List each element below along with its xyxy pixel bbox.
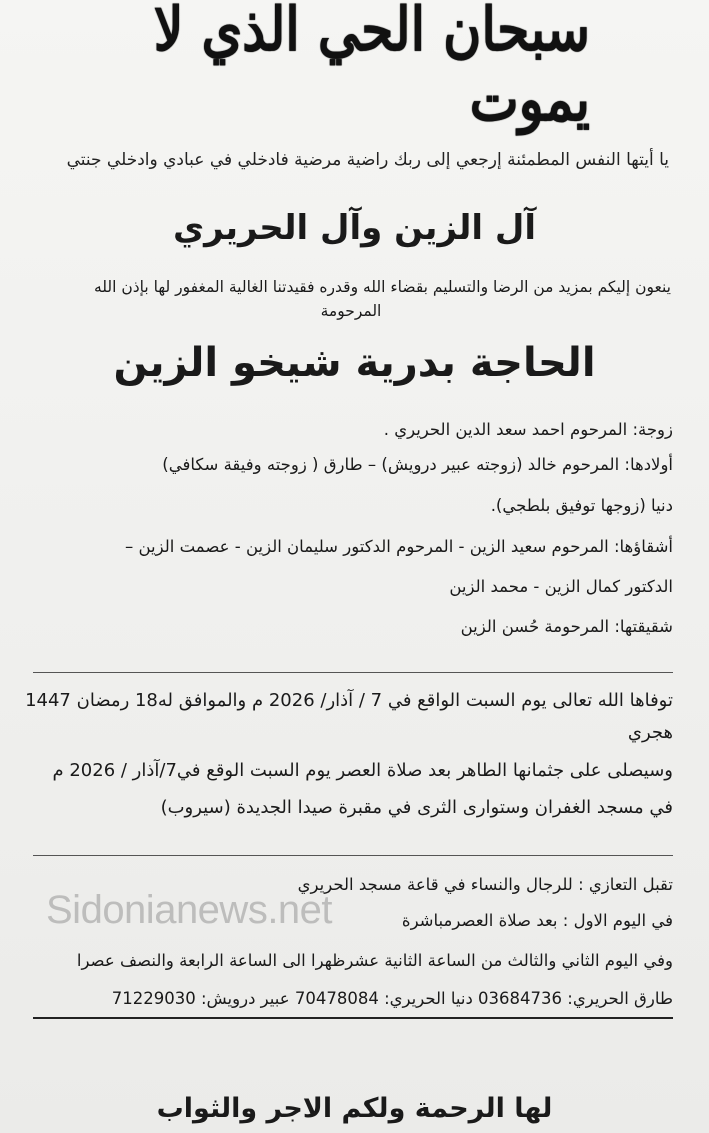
condolences-days-two-three: وفي اليوم الثاني والثالث من الساعة الثانية عشرظهرا الى الساعة الرابعة والنصف عصرا [76,951,673,970]
family-line-sister: شقيقتها: المرحومة حُسن الزين [460,617,673,636]
divider-3 [33,1017,673,1019]
announcement-line-1: ينعون إليكم بمزيد من الرضا والتسليم بقضاء الله وقدره فقيدتنا الغالية المغفور لها بإذن الله [93,278,671,296]
families-title: آل الزين وآل الحريري [172,208,537,248]
header-calligraphy: سبحان الحي الذي لا يموت [153,0,590,136]
divider-2 [33,855,673,856]
deceased-name: الحاجة بدرية شيخو الزين [113,340,596,386]
death-line-1: توفاها الله تعالى يوم السبت الواقع في 7 / آذار/ 2026 م والموافق له18 رمضان 1447 [25,690,673,711]
death-line-2: هجري [627,722,673,743]
family-line-brothers: أشقاؤها: المرحوم سعيد الزين - المرحوم الدكتور سليمان الزين - عصمت الزين – [125,537,673,556]
condolences-location: تقبل التعازي : للرجال والنساء في قاعة مسجد الحريري [297,875,673,894]
funeral-prayer-line: وسيصلى على جثمانها الطاهر بعد صلاة العصر يوم السبت الوقع في7/آذار / 2026 م [52,760,673,781]
burial-line: في مسجد الغفران وستوارى الثرى في مقبرة صيدا الجديدة (سيروب) [160,797,673,818]
family-line-daughter: دنيا (زوجها توفيق بلطجي). [490,496,673,515]
quran-verse: يا أيتها النفس المطمئنة إرجعي إلى ربك راضية مرضية فادخلي في عبادي وادخلي جنتي [66,150,669,170]
announcement [31,275,671,323]
condolences-day-one: في اليوم الاول : بعد صلاة العصرمباشرة [401,911,673,930]
family-line-husband: زوجة: المرحوم احمد سعد الدين الحريري . [383,420,673,439]
watermark-text: Sidonianews.net [46,888,333,932]
contact-phones: طارق الحريري: 03684736 دنيا الحريري: 70478084 عبير درويش: 71229030 [111,989,673,1008]
closing-line: لها الرحمة ولكم الاجر والثواب [156,1093,553,1124]
announcement-line-2: المرحومة [320,302,382,320]
divider-1 [33,672,673,673]
family-line-brothers-cont: الدكتور كمال الزين - محمد الزين [449,577,673,596]
family-line-children: أولادها: المرحوم خالد (زوجته عبير درويش) – طارق ( زوجته وفيقة سكافي) [162,455,673,474]
